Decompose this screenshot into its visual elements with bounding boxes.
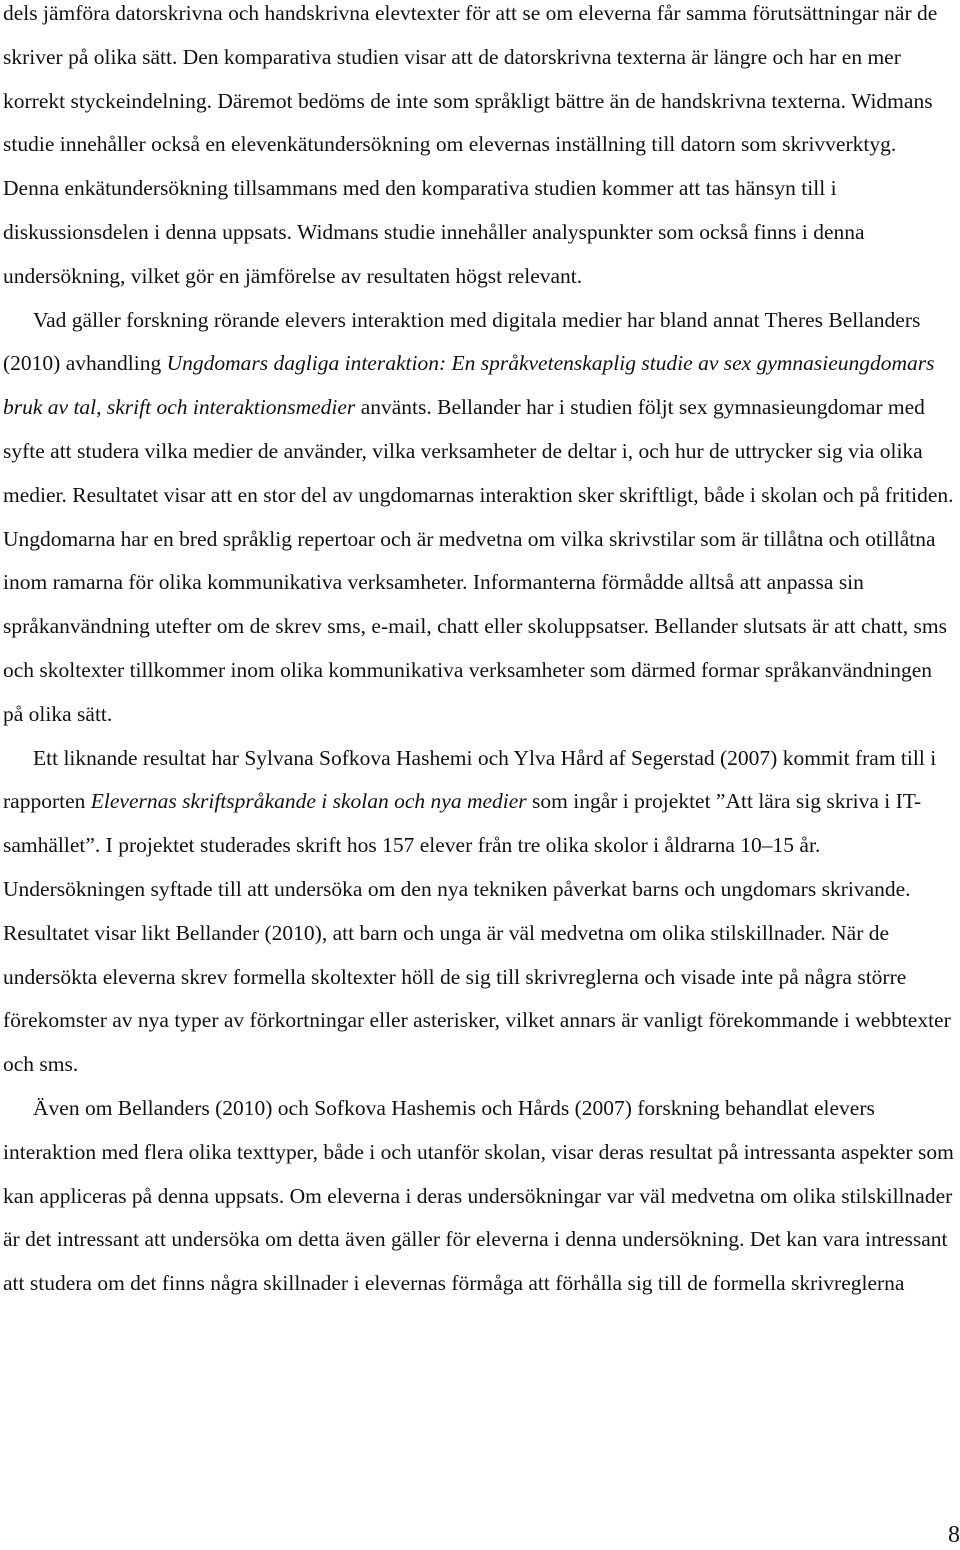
page-number: 8	[948, 1522, 960, 1548]
paragraph-2	[3, 299, 957, 737]
paragraph-1-text: dels jämföra datorskrivna och handskrivna elevtexter för att se om eleverna får samma förutsättningar när de skriver på olika sätt. Den komparativa studien visar att de datorskrivna texterna är längre och har en mer korrekt styckeindelning. Däremot bedöms de inte som språkligt bättre än de handskrivna texterna. Widmans studie innehåller också en elevenkätundersökning om elevernas inställning till datorn som skrivverktyg. Denna enkätundersökning tillsammans med den komparativa studien kommer att tas hänsyn till i diskussionsdelen i denna uppsats. Widmans studie innehåller analyspunkter som också finns i denna undersökning, vilket gör en jämförelse av resultaten högst relevant.	[3, 1, 938, 288]
paragraph-4-text: Även om Bellanders (2010) och Sofkova Hashemis och Hårds (2007) forskning behandlat elevers interaktion med flera olika texttyper, både i och utanför skolan, visar deras resultat på intressanta aspekter som kan appliceras på denna uppsats. Om eleverna i deras undersökningar var väl medvetna om olika stilskillnader är det intressant att undersöka om detta även gäller för eleverna i denna undersökning. Det kan vara intressant att studera om det finns några skillnader i elevernas förmåga att förhålla sig till de formella skrivreglerna	[3, 1095, 954, 1296]
document-body	[3, 0, 957, 1306]
paragraph-2-title-italic: Ungdomars dagliga interaktion: En språkvetenskaplig studie av sex gymnasieungdomars bruk av tal, skrift och interaktionsmedier	[3, 351, 935, 420]
paragraph-2-text-b: använts. Bellander har i studien följt sex gymnasieungdomar med syfte att studera vilka medier de använder, vilka verksamheter de deltar i, och hur de uttrycker sig via olika medier. Resultatet visar att en stor del av ungdomarnas interaktion sker skriftligt, både i skolan och på fritiden. Ungdomarna har en bred språklig repertoar och är medvetna om vilka skrivstilar som är tillåtna och otillåtna inom ramarna för olika kommunikativa verksamheter. Informanterna förmådde alltså att anpassa sin språkanvändning utefter om de skrev sms, e-mail, chatt eller skoluppsatser. Bellander slutsats är att chatt, sms och skoltexter tillkommer inom olika kommunikativa verksamheter som därmed formar språkanvändningen på olika sätt.	[3, 395, 954, 726]
paragraph-2-text-a: Vad gäller forskning rörande elevers interaktion med digitala medier har bland annat Theres Bellanders (2010) avhandling	[3, 307, 921, 376]
paragraph-3-text-b: som ingår i projektet ”Att lära sig skriva i IT-samhället”. I projektet studerades skrift hos 157 elever från tre olika skolor i åldrarna 10–15 år. Undersökningen syftade till att undersöka om den nya tekniken påverkat barns och ungdomars skrivande. Resultatet visar likt Bellander (2010), att barn och unga är väl medvetna om olika stilskillnader. När de undersökta eleverna skrev formella skoltexter höll de sig till skrivreglerna och visade inte på några större förekomster av nya typer av förkortningar eller asterisker, vilket annars är vanligt förekommande i webbtexter och sms.	[3, 789, 951, 1077]
paragraph-3	[3, 737, 957, 1087]
paragraph-1	[3, 0, 957, 299]
paragraph-3-title-italic: Elevernas skriftspråkande i skolan och nya medier	[90, 789, 527, 814]
paragraph-4	[3, 1087, 957, 1306]
paragraph-3-text-a: Ett liknande resultat har Sylvana Sofkova Hashemi och Ylva Hård af Segerstad (2007) kommit fram till i rapporten	[3, 745, 937, 814]
